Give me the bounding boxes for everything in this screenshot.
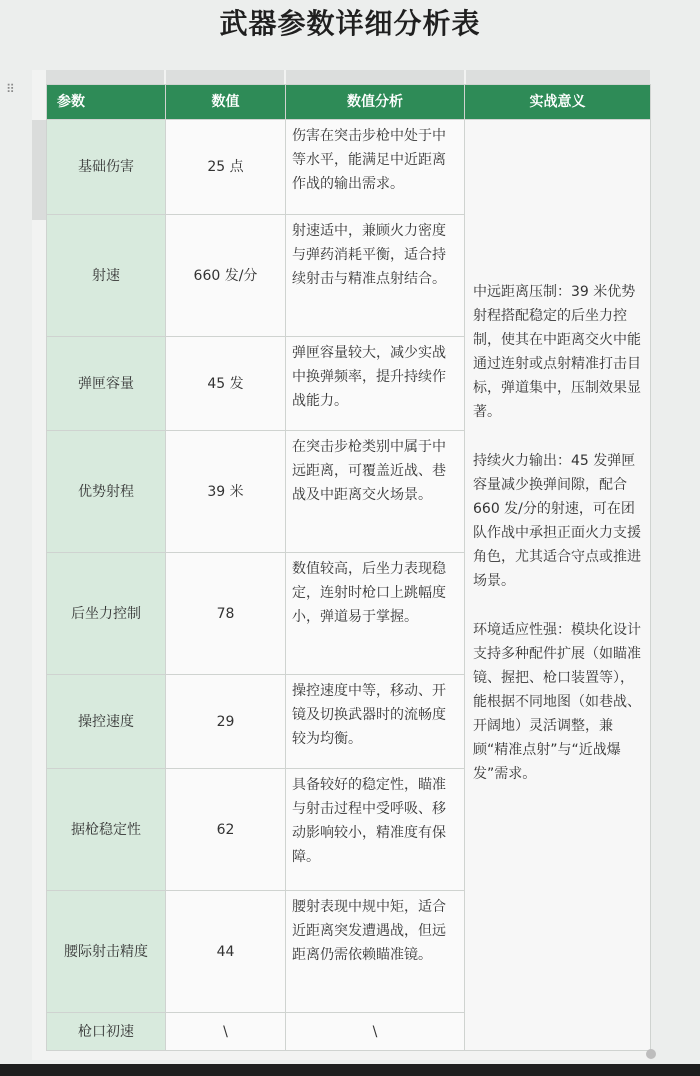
param-cell: 优势射程	[47, 431, 166, 553]
page-title: 武器参数详细分析表	[219, 7, 481, 40]
analysis-cell: 数值较高，后坐力表现稳定，连射时枪口上跳幅度小，弹道易于掌握。	[286, 553, 465, 675]
combat-point: 中远距离压制：39 米优势射程搭配稳定的后坐力控制，使其在中距离交火中能通过连射或点射精准打击目标，弹道集中，压制效果显著。	[473, 284, 641, 420]
analysis-cell: 操控速度中等，移动、开镜及切换武器时的流畅度较为均衡。	[286, 675, 465, 769]
column-guide	[466, 70, 650, 84]
analysis-cell: 在突击步枪类别中属于中远距离，可覆盖近战、巷战及中距离交火场景。	[286, 431, 465, 553]
value-cell: 39 米	[166, 431, 286, 553]
value-cell: 29	[166, 675, 286, 769]
combat-significance-cell	[465, 120, 651, 1051]
combat-point: 环境适应性强：模块化设计支持多种配件扩展（如瞄准镜、握把、枪口装置等），能根据不同地图（如巷战、开阔地）灵活调整，兼顾“精准点射”与“近战爆发”需求。	[473, 622, 641, 782]
table-row	[47, 120, 651, 215]
column-guide	[166, 70, 284, 84]
table-header-row	[47, 85, 651, 120]
header-value: 数值	[166, 85, 286, 120]
header-analysis: 数值分析	[286, 85, 465, 120]
analysis-cell: 具备较好的稳定性，瞄准与射击过程中受呼吸、移动影响较小，精准度有保障。	[286, 769, 465, 891]
header-combat: 实战意义	[465, 85, 651, 120]
row-gutter	[32, 120, 46, 220]
param-cell: 弹匣容量	[47, 337, 166, 431]
combat-point: 持续火力输出：45 发弹匣容量减少换弹间隙，配合 660 发/分的射速，可在团队作战中承担正面火力支援角色，尤其适合守点或推进场景。	[473, 453, 641, 589]
value-cell: 62	[166, 769, 286, 891]
param-cell: 射速	[47, 215, 166, 337]
analysis-cell: \	[286, 1013, 465, 1051]
param-cell: 据枪稳定性	[47, 769, 166, 891]
param-cell: 后坐力控制	[47, 553, 166, 675]
param-cell: 基础伤害	[47, 120, 166, 215]
param-cell: 枪口初速	[47, 1013, 166, 1051]
weapon-parameter-table	[46, 84, 651, 1051]
value-cell: 44	[166, 891, 286, 1013]
value-cell: 78	[166, 553, 286, 675]
bottom-bar	[0, 1064, 700, 1076]
value-cell: 660 发/分	[166, 215, 286, 337]
drag-handle-icon[interactable]: ⠿	[6, 82, 15, 96]
scroll-indicator	[646, 1049, 656, 1059]
analysis-cell: 腰射表现中规中矩，适合近距离突发遭遇战，但远距离仍需依赖瞄准镜。	[286, 891, 465, 1013]
header-param: 参数	[47, 85, 166, 120]
analysis-cell: 伤害在突击步枪中处于中等水平，能满足中近距离作战的输出需求。	[286, 120, 465, 215]
analysis-cell: 射速适中，兼顾火力密度与弹药消耗平衡，适合持续射击与精准点射结合。	[286, 215, 465, 337]
column-guide	[46, 70, 164, 84]
param-cell: 腰际射击精度	[47, 891, 166, 1013]
param-cell: 操控速度	[47, 675, 166, 769]
analysis-cell: 弹匣容量较大，减少实战中换弹频率，提升持续作战能力。	[286, 337, 465, 431]
column-guide	[286, 70, 464, 84]
value-cell: 45 发	[166, 337, 286, 431]
value-cell: \	[166, 1013, 286, 1051]
value-cell: 25 点	[166, 120, 286, 215]
